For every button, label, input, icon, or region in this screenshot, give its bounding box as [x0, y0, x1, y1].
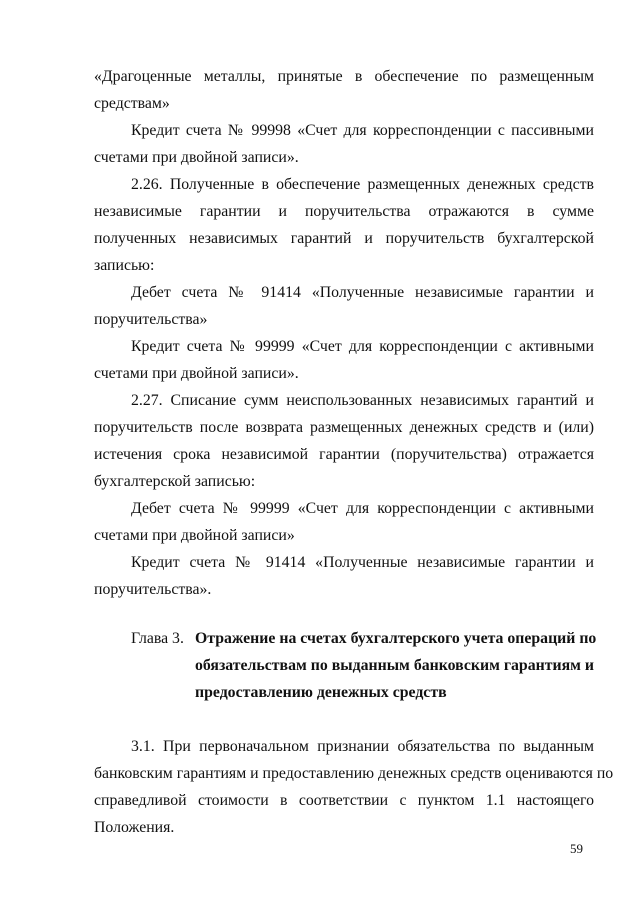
text-line: истечения срока независимой гарантии (поручительства) отражается — [94, 446, 594, 463]
text-line: счетами при двойной записи» — [94, 527, 295, 544]
text-line: бухгалтерской записью: — [94, 473, 256, 490]
chapter-number: Глава 3. — [131, 630, 184, 647]
text-line: средствам» — [94, 95, 170, 112]
text-line: справедливой стоимости в соответствии с пунктом 1.1 настоящего — [94, 792, 594, 809]
text-line: полученных независимых гарантий и поручительств бухгалтерской — [94, 230, 594, 247]
text-line: Кредит счета № 99998 «Счет для корреспонденции с пассивными — [131, 122, 594, 139]
chapter-title-line: предоставлению денежных средств — [195, 684, 447, 701]
page-number: 59 — [570, 841, 583, 856]
text-line: 2.27. Списание сумм неиспользованных независимых гарантий и — [131, 392, 594, 409]
text-line: «Драгоценные металлы, принятые в обеспечение по размещенным — [94, 68, 594, 85]
text-line: Дебет счета № 99999 «Счет для корреспонденции с активными — [131, 500, 594, 517]
text-line: счетами при двойной записи». — [94, 149, 299, 166]
text-line: записью: — [94, 257, 155, 274]
text-line: 3.1. При первоначальном признании обязательства по выданным — [131, 738, 594, 755]
text-line: Положения. — [94, 819, 175, 836]
text-line: Кредит счета № 99999 «Счет для корреспонденции с активными — [131, 338, 594, 355]
chapter-title-line: обязательствам по выданным банковским гарантиям и — [195, 657, 594, 674]
text-line: счетами при двойной записи». — [94, 365, 299, 382]
text-line: поручительства» — [94, 311, 208, 328]
text-line: Дебет счета № 91414 «Полученные независимые гарантии и — [131, 284, 594, 301]
text-line: 2.26. Полученные в обеспечение размещенных денежных средств — [131, 176, 594, 193]
text-line: банковским гарантиям и предоставлению денежных средств оцениваются по — [94, 765, 614, 782]
chapter-title-line: Отражение на счетах бухгалтерского учета операций по — [195, 630, 597, 647]
text-line: поручительств после возврата размещенных денежных средств и (или) — [94, 419, 594, 436]
text-line: Кредит счета № 91414 «Полученные независимые гарантии и — [131, 554, 594, 571]
text-line: поручительства». — [94, 581, 212, 598]
text-line: независимые гарантии и поручительства отражаются в сумме — [94, 203, 594, 220]
